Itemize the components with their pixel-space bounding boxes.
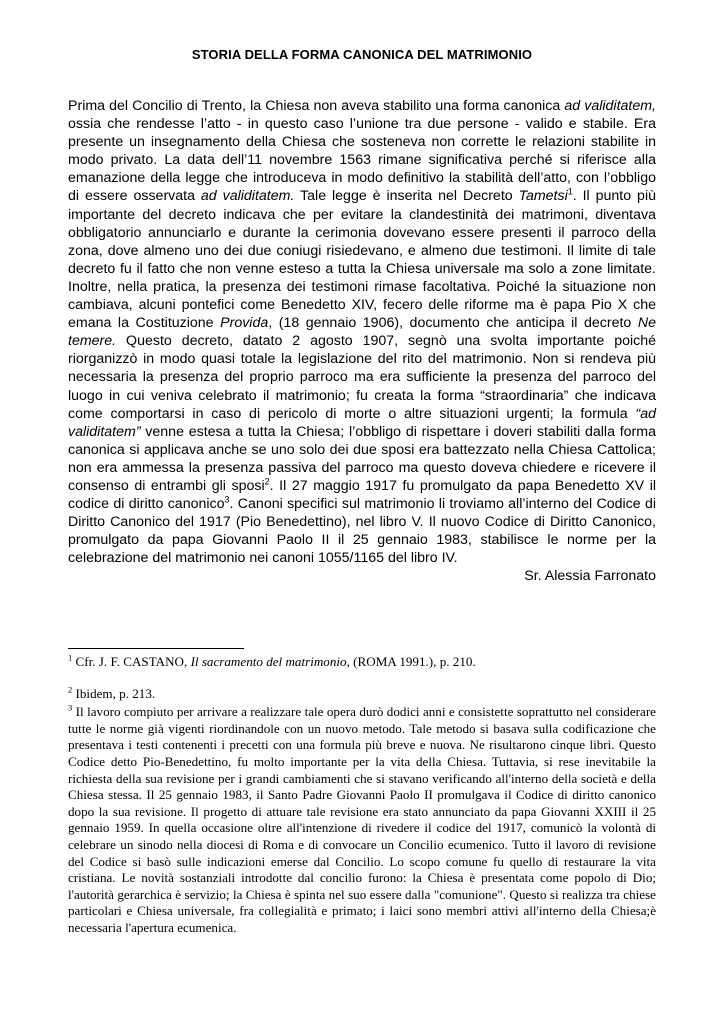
italic-term: ad validitatem. xyxy=(200,188,295,205)
document-title: STORIA DELLA FORMA CANONICA DEL MATRIMONIO xyxy=(191,47,533,62)
footnote-ref-2: 2 xyxy=(264,476,270,487)
italic-term: “ad validitatem” xyxy=(68,405,656,440)
author-signature: Sr. Alessia Farronato xyxy=(524,568,656,585)
italic-term: Tametsi xyxy=(518,188,568,205)
text-run: Prima del Concilio di Trento, la Chiesa non aveva stabilito una forma canonica xyxy=(68,98,565,114)
footnote-book-title: Il sacramento del matrimonio xyxy=(190,654,347,669)
text-run: Questo decreto, datato 2 agosto 1907, segnò una svolta importante poiché riorganizzò in modo quasi totale la legislazione del rito del matrimonio. Non si rendeva più necessaria la presenza del proprio parroco ma era sufficiente la presenza del parroco del luogo in cui veniva celebrato il matrimonio; fu creata la forma “straordinaria” che indicava come comportarsi in caso di pericolo di morte o altre situazioni urgenti; la formula xyxy=(68,333,656,422)
footnote-text: Il lavoro compiuto per arrivare a realizzare tale opera durò dodici anni e consistette soprattutto nel considerare tutte le norme già vigenti riordinandole con un nuovo metodo. Tale metodo si basava sulla codificazione che presentava i testi contenenti i precetti con una formula più breve e nuova. Ne risultarono cinque libri. Questo Codice detto Pio-Benedettino, fu molto importante per la vita della Chiesa. Tuttavia, si rese inevitabile la richiesta della sua revisione per i grandi cambiamenti che si stavano verificando all'interno della società e della Chiesa stessa. Il 25 gennaio 1983, il Santo Padre Giovanni Paolo II promulgava il Codice di diritto canonico dopo la sua revisione. Il progetto di attuare tale revisione era stato annunciato da papa Giovanni XXIII il 25 gennaio 1959. In quella occasione oltre all'intenzione di rivedere il codice del 1917, comunicò la volontà di celebrare un sinodo nella diocesi di Roma e di convocare un Concilio ecumenico. Tutto il lavoro di revisione del Codice si basò sulle indicazioni emerse dal Concilio. Lo scopo comune fu quello di restaurare la vita cristiana. Le novità sostanziali introdotte dal concilio furono: la Chiesa è presentata come popolo di Dio; l'autorità gerarchica è servizio; la Chiesa è spinta nel suo essere dalla "comunione". Questo si realizza tra chiese particolari e Chiesa universale, fra collegialità e primato; i laici sono membri attivi all'interno della Chiesa;è necessaria l'apertura ecumenica. xyxy=(68,704,656,935)
text-run: , (18 gennaio 1906), documento che anticipa il decreto xyxy=(268,315,638,332)
italic-term: Provida xyxy=(220,315,269,332)
text-run: venne estesa a tutta la Chiesa; l’obbligo di rispettare i doveri stabiliti dalla forma canonica si applicava anche se uno solo dei due sposi era battezzato nella Chiesa Cattolica; non era ammessa la presenza passiva del parroco ma questo doveva chiedere e ricevere il consenso di entrambi gli sposi xyxy=(68,423,656,494)
footnote-number: 2 xyxy=(68,684,73,695)
text-run: Tale legge è inserita nel Decreto xyxy=(294,188,519,205)
footnote-2 xyxy=(68,686,656,703)
footnote-1 xyxy=(68,654,656,671)
footnote-text: Ibidem, p. 213. xyxy=(72,685,156,701)
italic-term: Ne temere. xyxy=(68,315,656,350)
paragraph-text xyxy=(68,97,656,567)
footnotes xyxy=(68,654,656,937)
footnote-text: Cfr. J. F. CASTANO, xyxy=(72,654,191,669)
text-run: . Il 27 maggio 1917 fu promulgato da papa Benedetto XV il codice di diritto canonico xyxy=(68,477,657,513)
footnote-number: 3 xyxy=(68,702,73,713)
footnote-ref-1: 1 xyxy=(567,186,573,197)
text-run: ossia che rendesse l’atto - in questo caso l’unione tra due persone - valido e stabile. Era presente un insegnamento della Chiesa che sosteneva non corrette le relazioni stabilite in modo privato. La data dell’11 novembre 1563 rimane significativa perché si riferisce alla emanazione della legge che introduceva in modo definitivo la stabilità dell’atto, con l’obbligo di essere osservata xyxy=(68,116,656,205)
footnote-3 xyxy=(68,704,656,936)
footnote-separator xyxy=(68,648,244,649)
footnote-text: , (ROMA 1991.), p. 210. xyxy=(346,654,476,669)
main-paragraph xyxy=(68,97,656,586)
italic-term: ad validitatem, xyxy=(564,98,656,114)
footnote-number: 1 xyxy=(68,652,73,663)
footnote-ref-3: 3 xyxy=(224,494,230,505)
footnote-spacer xyxy=(68,671,656,686)
text-run: . Canoni specifici sul matrimonio li troviamo all’interno del Codice di Diritto Canonico del 1917 (Pio Benedettino), nel libro V. Il nuovo Codice di Diritto Canonico, promulgato da papa Giovanni Paolo II il 25 gennaio 1983, stabilisce le norme per la celebrazione del matrimonio nei canoni 1055/1165 del libro IV. xyxy=(68,496,656,567)
text-run: . Il punto più importante del decreto indicava che per evitare la clandestinità dei matrimoni, diventava obbligatorio annunciarlo e durante la cerimonia dovevano essere presenti il parroco della zona, dove almeno uno dei due coniugi risiedevano, e almeno due testimoni. Il limite di tale decreto fu il fatto che non venne esteso a tutta la Chiesa universale ma solo a zone limitate. Inoltre, nella pratica, la presenza dei testimoni rimase facoltativa. Poiché la situazione non cambiava, alcuni pontefici come Benedetto XIV, fecero delle riforme ma è papa Pio X che emana la Costituzione xyxy=(68,188,656,332)
